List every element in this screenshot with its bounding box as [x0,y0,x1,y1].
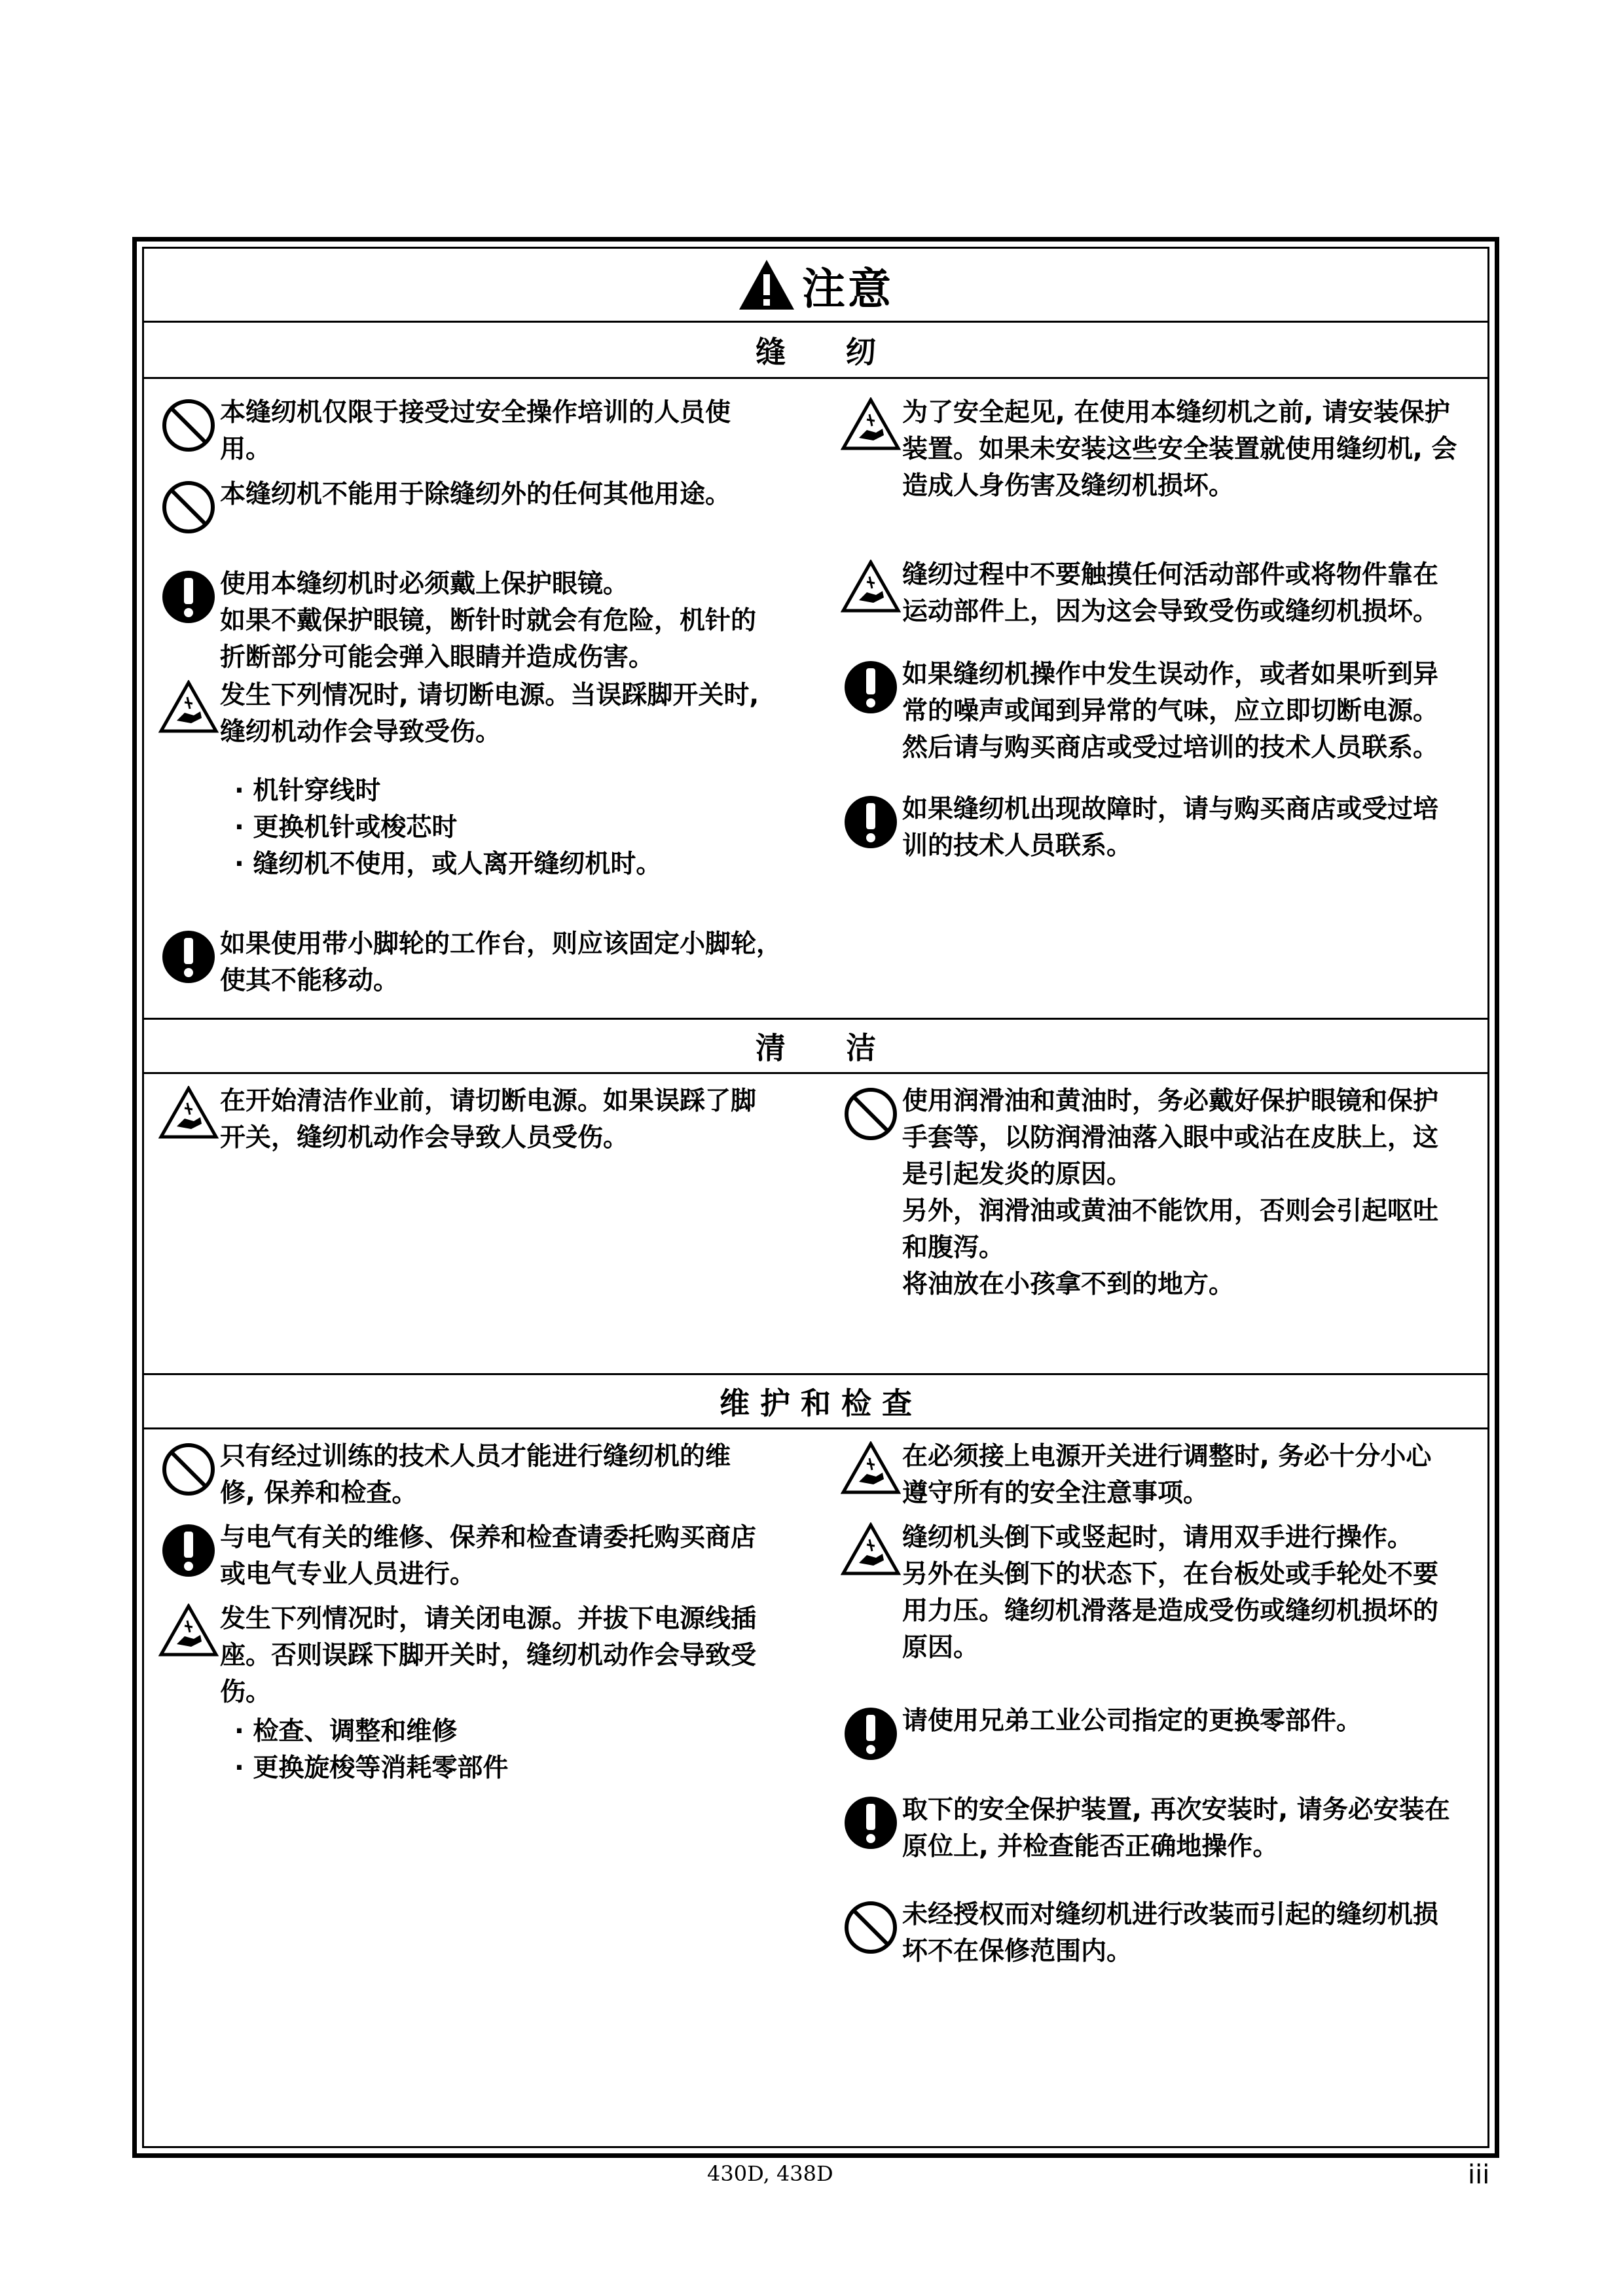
item-text-line: 原位上, 并检查能否正确地操作。 [902,1832,1279,1861]
mandatory-action-icon [843,1795,899,1851]
maintenance-right-item-1 [839,1439,1494,1512]
maintenance-right-item-5 [839,1897,1494,1970]
item-text-line: 或电气专业人员进行。 [220,1560,476,1589]
maintenance-left-item-2 [157,1520,812,1593]
hand-caution-icon [841,1441,901,1495]
sewing-left-item-1 [157,395,812,468]
mandatory-action-icon [160,929,217,985]
sewing-left-item-2 [157,476,812,535]
caution-header [144,249,1487,323]
hand-caution-icon [841,397,901,451]
section-title-cleaning: 清 洁 [144,1018,1487,1074]
item-text-line: 座。否则误踩下脚开关时，缝纫机动作会导致受 [220,1641,757,1670]
item-text-line: 另外在头倒下的状态下，在台板处或手轮处不要 [902,1560,1439,1589]
maintenance-right-item-3 [839,1703,1494,1762]
item-text-line: 是引起发炎的原因。 [902,1160,1133,1189]
item-text-line: 装置。如果未安装这些安全装置就使用缝纫机, 会 [902,435,1457,464]
item-text-line: 开关，缝纫机动作会导致人员受伤。 [220,1123,629,1153]
item-text-line: 本缝纫机不能用于除缝纫外的任何其他用途。 [220,480,731,509]
mandatory-action-icon [843,794,899,850]
item-text-line: 遵守所有的安全注意事项。 [902,1479,1209,1508]
item-text-line: 缝纫过程中不要触摸任何活动部件或将物件靠在 [902,560,1439,590]
item-text-line: 修, 保养和检查。 [220,1479,418,1508]
sewing-right-item-3 [839,656,1494,766]
item-text-line: 用。 [220,435,272,464]
maintenance-bullet-list [234,1713,508,1787]
sewing-right-item-2 [839,557,1494,630]
caution-title: 注意 [802,263,894,314]
item-text-line: 坏不在保修范围内。 [902,1937,1133,1966]
maintenance-right-item-4 [839,1792,1494,1865]
item-text-line: 和腹泻。 [902,1233,1005,1263]
bullet-item: · 缝纫机不使用，或人离开缝纫机时。 [234,850,662,879]
item-text-line: 造成人身伤害及缝纫机损坏。 [902,471,1235,501]
item-text-line: 使用本缝纫机时必须戴上保护眼镜。 [220,569,629,599]
section-cleaning [144,1018,1487,1299]
item-text-line: 手套等，以防润滑油落入眼中或沾在皮肤上，这 [902,1123,1439,1153]
bullet-item: · 更换机针或梭芯时 [234,813,458,842]
mandatory-action-icon [160,1522,217,1579]
hand-caution-icon [841,560,901,613]
item-text-line: 未经授权而对缝纫机进行改装而引起的缝纫机损 [902,1900,1439,1929]
item-text-line: 发生下列情况时，请关闭电源。并拔下电源线插 [220,1604,757,1634]
item-text-line: 使用润滑油和黄油时，务必戴好保护眼镜和保护 [902,1086,1439,1116]
item-text-line: 将油放在小孩拿不到的地方。 [902,1270,1235,1299]
warning-triangle-icon [738,259,795,311]
item-text-line: 伤。 [220,1677,272,1707]
item-text-line: 运动部件上，因为这会导致受伤或缝纫机损坏。 [902,597,1439,626]
maintenance-left-item-3 [157,1601,812,1711]
item-text-line: 发生下列情况时, 请切断电源。当误踩脚开关时, [220,681,759,710]
hand-caution-icon [158,1604,219,1657]
cleaning-right-item-1 [839,1083,1494,1303]
item-text-line: 本缝纫机仅限于接受过安全操作培训的人员使 [220,398,731,427]
item-text-line: 折断部分可能会弹入眼睛并造成伤害。 [220,643,655,672]
item-text-line: 如果不戴保护眼镜，断针时就会有危险，机针的 [220,606,757,636]
section-sewing [144,323,1487,996]
item-text-line: 与电气有关的维修、保养和检查请委托购买商店 [220,1523,757,1552]
item-text-line: 如果缝纫机操作中发生误动作，或者如果听到异 [902,660,1439,689]
item-text-line: 常的噪声或闻到异常的气味，应立即切断电源。 [902,696,1439,726]
item-text-line: 原因。 [902,1633,979,1662]
page-number: iii [1468,2160,1490,2190]
section-maintenance [144,1373,1487,1966]
sewing-left-item-5 [157,926,812,999]
sewing-right-item-4 [839,791,1494,865]
item-text-line: 在开始清洁作业前，请切断电源。如果误踩了脚 [220,1086,757,1116]
sewing-left-item-3 [157,566,812,676]
cleaning-left-item-1 [157,1083,812,1157]
item-text-line: 请使用兄弟工业公司指定的更换零部件。 [902,1706,1362,1736]
footer-model-number: 430D, 438D [707,2161,833,2186]
mandatory-action-icon [843,659,899,715]
item-text-line: 使其不能移动。 [220,966,399,996]
prohibition-icon [160,1441,217,1498]
item-text-line: 缝纫机头倒下或竖起时，请用双手进行操作。 [902,1523,1413,1552]
item-text-line: 取下的安全保护装置, 再次安装时, 请务必安装在 [902,1795,1450,1825]
maintenance-right-item-2 [839,1520,1494,1666]
item-text-line: 如果缝纫机出现故障时，请与购买商店或受过培 [902,795,1439,824]
item-text-line: 只有经过训练的技术人员才能进行缝纫机的维 [220,1442,731,1471]
item-text-line: 然后请与购买商店或受过培训的技术人员联系。 [902,733,1439,762]
prohibition-icon [843,1086,899,1142]
sewing-right-item-1 [839,395,1494,505]
caution-inner-frame [142,247,1489,2148]
bullet-item: · 检查、调整和维修 [234,1717,458,1746]
item-text-line: 如果使用带小脚轮的工作台，则应该固定小脚轮， [220,929,782,959]
maintenance-left-item-1 [157,1439,812,1512]
item-text-line: 用力压。缝纫机滑落是造成受伤或缝纫机损坏的 [902,1596,1439,1626]
mandatory-action-icon [160,569,217,625]
section-title-sewing: 缝 纫 [144,323,1487,379]
item-text-line: 缝纫机动作会导致受伤。 [220,717,501,747]
prohibition-icon [160,397,217,454]
hand-caution-icon [158,1086,219,1139]
bullet-item: · 机针穿线时 [234,776,381,806]
mandatory-action-icon [843,1706,899,1762]
item-text-line: 为了安全起见, 在使用本缝纫机之前, 请安装保护 [902,398,1450,427]
prohibition-icon [843,1899,899,1956]
sewing-bullet-list [234,773,661,883]
item-text-line: 在必须接上电源开关进行调整时, 务必十分小心 [902,1442,1432,1471]
hand-caution-icon [841,1522,901,1576]
item-text-line: 另外，润滑油或黄油不能饮用，否则会引起呕吐 [902,1196,1439,1226]
bullet-item: · 更换旋梭等消耗零部件 [234,1753,509,1783]
hand-caution-icon [158,680,219,734]
caution-frame [132,237,1499,2158]
prohibition-icon [160,479,217,535]
item-text-line: 训的技术人员联系。 [902,831,1133,861]
sewing-left-item-4 [157,677,812,751]
section-title-maintenance: 维 护 和 检 查 [144,1373,1487,1429]
